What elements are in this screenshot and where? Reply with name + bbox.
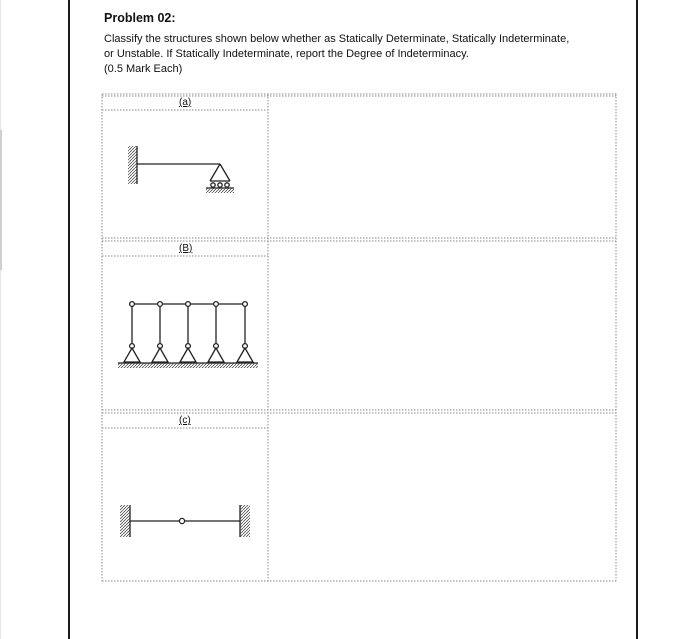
problem-title: Problem 02: — [104, 11, 176, 25]
instruction-line-1: Classify the structures shown below whether as Statically Determinate, Statically Indeterminate, — [104, 33, 570, 45]
part-a-label: (a) — [179, 97, 192, 108]
instruction-line-2: or Unstable. If Statically Indeterminate, report the Degree of Indeterminacy. — [104, 48, 469, 60]
table-grid-lines — [102, 94, 616, 581]
part-c-label: (c) — [179, 415, 191, 426]
part-b-label: (B) — [179, 243, 193, 254]
structure-c-diagram — [120, 505, 250, 537]
structure-b-diagram — [118, 302, 258, 368]
instruction-line-3: (0.5 Mark Each) — [104, 63, 183, 75]
structure-a-diagram — [128, 146, 234, 193]
